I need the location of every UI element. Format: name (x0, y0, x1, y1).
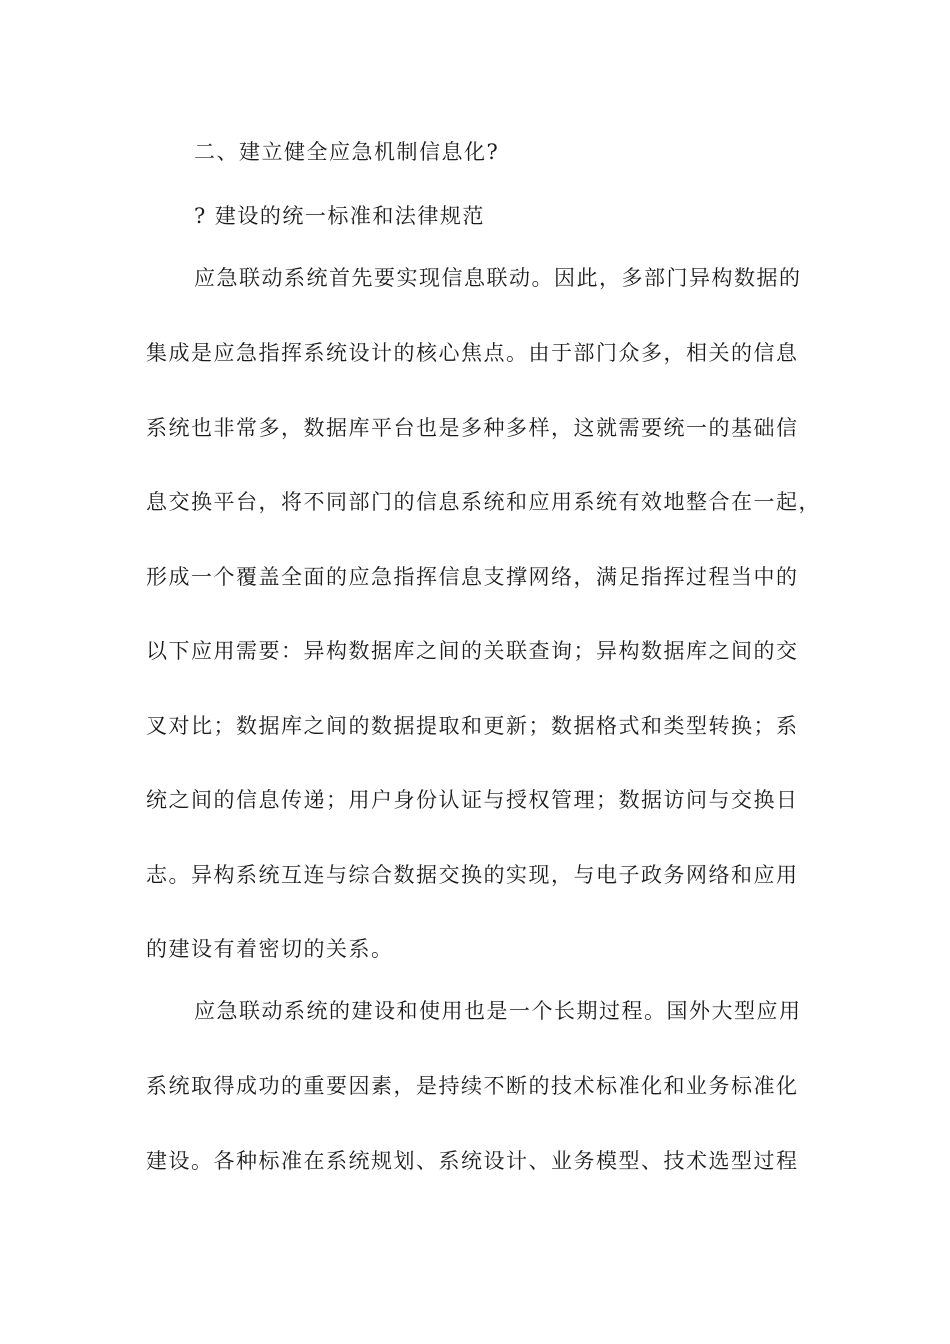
paragraph-1-line-9: 志。异构系统互连与综合数据交换的实现，与电子政务网络和应用 (146, 863, 799, 887)
subsection-heading: ? 建设的统一标准和法律规范 (194, 204, 485, 228)
paragraph-1-line-1: 应急联动系统首先要实现信息联动。因此，多部门异构数据的 (194, 266, 802, 290)
paragraph-1-line-5: 形成一个覆盖全面的应急指挥信息支撑网络，满足指挥过程当中的 (146, 565, 799, 589)
paragraph-1-line-6: 以下应用需要：异构数据库之间的关联查询；异构数据库之间的交 (146, 639, 799, 663)
paragraph-1-line-10: 的建设有着密切的关系。 (146, 937, 394, 961)
paragraph-1-line-2: 集成是应急指挥系统设计的核心焦点。由于部门众多，相关的信息 (146, 341, 799, 365)
section-heading: 二、建立健全应急机制信息化? (194, 140, 500, 164)
paragraph-2-line-1: 应急联动系统的建设和使用也是一个长期过程。国外大型应用 (194, 999, 802, 1023)
paragraph-1-line-7: 叉对比；数据库之间的数据提取和更新；数据格式和类型转换；系 (146, 714, 799, 738)
paragraph-1-line-3: 系统也非常多，数据库平台也是多种多样，这就需要统一的基础信 (146, 416, 799, 440)
paragraph-1-line-8: 统之间的信息传递；用户身份认证与授权管理；数据访问与交换日 (146, 788, 799, 812)
paragraph-1-line-4: 息交换平台，将不同部门的信息系统和应用系统有效地整合在一起， (146, 490, 821, 514)
paragraph-2-line-3: 建设。各种标准在系统规划、系统设计、业务模型、技术选型过程 (146, 1149, 799, 1173)
paragraph-2-line-2: 系统取得成功的重要因素，是持续不断的技术标准化和业务标准化 (146, 1074, 799, 1098)
